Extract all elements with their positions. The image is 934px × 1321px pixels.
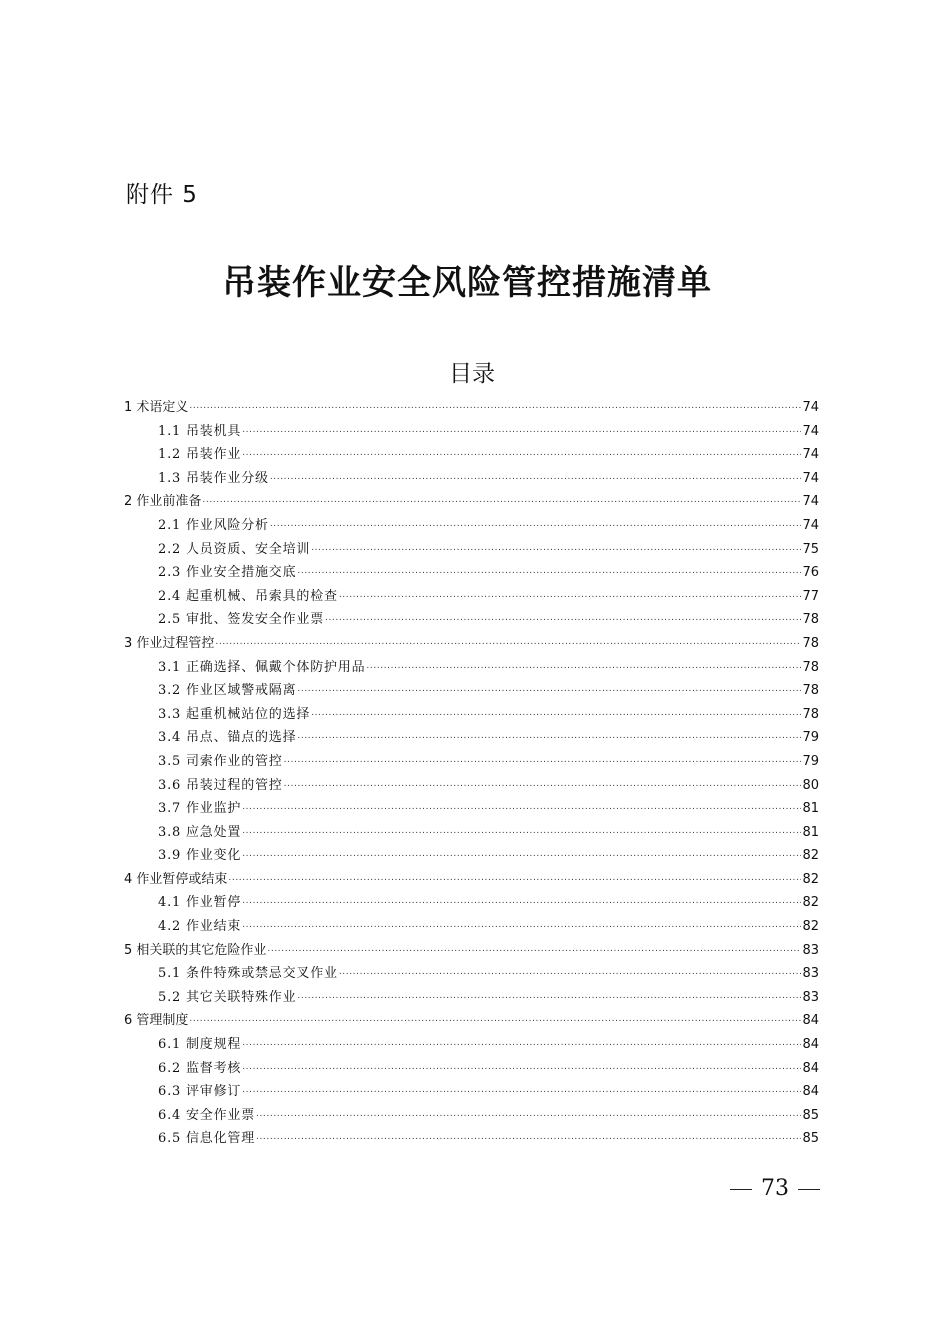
toc-dot-leader <box>311 537 801 561</box>
toc-section-entry[interactable] <box>124 514 819 538</box>
toc-entry-label: 1 术语定义 <box>124 400 189 415</box>
toc-section-entry[interactable] <box>124 608 819 632</box>
table-of-contents <box>124 396 819 1151</box>
toc-dot-leader <box>311 702 801 726</box>
toc-section-entry[interactable] <box>124 750 819 774</box>
toc-section-entry[interactable] <box>124 1104 819 1128</box>
toc-entry-label: 2.5 审批、签发安全作业票 <box>158 612 325 628</box>
toc-dot-leader <box>242 820 801 844</box>
toc-dot-leader <box>242 914 801 938</box>
toc-section-entry[interactable] <box>124 538 819 562</box>
toc-entry-page: 74 <box>802 494 819 510</box>
toc-section-entry[interactable] <box>124 703 819 727</box>
toc-dot-leader <box>339 584 802 608</box>
toc-chapter-entry[interactable] <box>124 632 819 656</box>
toc-entry-page: 84 <box>802 1037 819 1053</box>
toc-dot-leader <box>297 678 801 702</box>
toc-section-entry[interactable] <box>124 962 819 986</box>
toc-entry-label: 6.2 监督考核 <box>158 1060 242 1076</box>
toc-dot-leader <box>189 1008 801 1032</box>
toc-entry-page: 74 <box>802 517 819 533</box>
toc-entry-page: 83 <box>802 989 819 1005</box>
toc-entry-label: 3.2 作业区域警戒隔离 <box>158 683 297 699</box>
toc-entry-label: 5.1 条件特殊或禁忌交叉作业 <box>158 966 338 982</box>
toc-section-entry[interactable] <box>124 585 819 609</box>
toc-entry-page: 82 <box>802 871 819 887</box>
toc-dot-leader <box>297 725 801 749</box>
toc-entry-page: 78 <box>802 612 819 628</box>
toc-dot-leader <box>339 961 802 985</box>
toc-dot-leader <box>297 985 801 1009</box>
toc-entry-label: 5.2 其它关联特殊作业 <box>158 989 297 1005</box>
toc-dot-leader <box>256 1103 801 1127</box>
toc-entry-label: 1.1 吊装机具 <box>158 423 242 439</box>
toc-dot-leader <box>242 419 801 443</box>
toc-dot-leader <box>242 1079 801 1103</box>
toc-dot-leader <box>270 513 802 537</box>
toc-entry-page: 82 <box>802 848 819 864</box>
toc-dot-leader <box>242 890 801 914</box>
toc-entry-page: 85 <box>802 1131 819 1147</box>
toc-entry-page: 84 <box>802 1060 819 1076</box>
toc-entry-page: 79 <box>802 753 819 769</box>
toc-section-entry[interactable] <box>124 443 819 467</box>
toc-section-entry[interactable] <box>124 1127 819 1151</box>
toc-entry-label: 3.5 司索作业的管控 <box>158 753 283 769</box>
toc-entry-page: 77 <box>802 588 819 604</box>
toc-entry-label: 3.3 起重机械站位的选择 <box>158 706 311 722</box>
toc-entry-label: 3.1 正确选择、佩戴个体防护用品 <box>158 659 366 675</box>
toc-dot-leader <box>284 749 802 773</box>
toc-dot-leader <box>189 395 801 419</box>
toc-dot-leader <box>215 631 801 655</box>
toc-entry-page: 78 <box>802 683 819 699</box>
toc-entry-page: 83 <box>802 966 819 982</box>
toc-dot-leader <box>366 655 801 679</box>
toc-chapter-entry[interactable] <box>124 396 819 420</box>
toc-section-entry[interactable] <box>124 726 819 750</box>
toc-entry-label: 3.6 吊装过程的管控 <box>158 777 283 793</box>
toc-entry-label: 1.2 吊装作业 <box>158 447 242 463</box>
toc-heading: 目录 <box>449 361 495 387</box>
toc-entry-page: 74 <box>802 470 819 486</box>
toc-entry-page: 75 <box>802 541 819 557</box>
toc-entry-label: 2.2 人员资质、安全培训 <box>158 541 311 557</box>
toc-entry-page: 78 <box>802 635 819 651</box>
toc-entry-label: 1.3 吊装作业分级 <box>158 470 269 486</box>
toc-entry-label: 3.9 作业变化 <box>158 848 242 864</box>
document-title: 吊装作业安全风险管控措施清单 <box>222 263 712 303</box>
footer-dash-left <box>730 1189 752 1190</box>
toc-section-entry[interactable] <box>124 679 819 703</box>
toc-dot-leader <box>297 560 801 584</box>
toc-dot-leader <box>228 867 801 891</box>
toc-entry-label: 2.1 作业风险分析 <box>158 517 269 533</box>
toc-section-entry[interactable] <box>124 656 819 680</box>
toc-dot-leader <box>284 773 802 797</box>
toc-entry-page: 82 <box>802 919 819 935</box>
toc-entry-page: 81 <box>802 824 819 840</box>
toc-entry-label: 4.2 作业结束 <box>158 919 242 935</box>
toc-dot-leader <box>270 466 802 490</box>
toc-chapter-entry[interactable] <box>124 939 819 963</box>
toc-entry-label: 5 相关联的其它危险作业 <box>124 942 267 958</box>
toc-entry-label: 3 作业过程管控 <box>124 635 215 651</box>
toc-dot-leader <box>267 938 801 962</box>
toc-entry-page: 74 <box>802 400 819 415</box>
toc-entry-label: 6.4 安全作业票 <box>158 1107 256 1123</box>
toc-entry-page: 80 <box>802 777 819 793</box>
toc-entry-label: 6 管理制度 <box>124 1013 189 1029</box>
toc-dot-leader <box>242 843 801 867</box>
toc-dot-leader <box>256 1126 801 1150</box>
toc-entry-label: 3.4 吊点、锚点的选择 <box>158 730 297 746</box>
toc-entry-label: 2.3 作业安全措施交底 <box>158 565 297 581</box>
page-number-footer <box>730 1176 820 1201</box>
toc-entry-label: 2.4 起重机械、吊索具的检查 <box>158 588 338 604</box>
toc-section-entry[interactable] <box>124 1080 819 1104</box>
toc-dot-leader <box>325 607 801 631</box>
toc-entry-label: 4.1 作业暂停 <box>158 895 242 911</box>
toc-section-entry[interactable] <box>124 1057 819 1081</box>
toc-section-entry[interactable] <box>124 774 819 798</box>
toc-section-entry[interactable] <box>124 844 819 868</box>
toc-dot-leader <box>242 442 801 466</box>
toc-dot-leader <box>242 796 801 820</box>
toc-entry-label: 3.7 作业监护 <box>158 801 242 817</box>
toc-section-entry[interactable] <box>124 891 819 915</box>
toc-entry-page: 84 <box>802 1013 819 1029</box>
toc-section-entry[interactable] <box>124 821 819 845</box>
toc-chapter-entry[interactable] <box>124 868 819 892</box>
toc-entry-label: 3.8 应急处置 <box>158 824 242 840</box>
toc-dot-leader <box>242 1032 801 1056</box>
footer-dash-right <box>798 1189 820 1190</box>
toc-chapter-entry[interactable] <box>124 490 819 514</box>
toc-section-entry[interactable] <box>124 915 819 939</box>
toc-entry-page: 85 <box>802 1107 819 1123</box>
toc-dot-leader <box>242 1056 801 1080</box>
toc-entry-page: 84 <box>802 1084 819 1100</box>
toc-entry-label: 2 作业前准备 <box>124 494 202 510</box>
toc-dot-leader <box>202 489 801 513</box>
toc-entry-label: 6.3 评审修订 <box>158 1084 242 1100</box>
toc-section-entry[interactable] <box>124 1033 819 1057</box>
attachment-label: 附件 5 <box>126 182 198 208</box>
toc-entry-label: 6.1 制度规程 <box>158 1037 242 1053</box>
toc-entry-page: 74 <box>802 447 819 463</box>
toc-entry-page: 74 <box>802 423 819 439</box>
toc-entry-page: 82 <box>802 895 819 911</box>
toc-section-entry[interactable] <box>124 797 819 821</box>
toc-section-entry[interactable] <box>124 986 819 1010</box>
toc-entry-page: 78 <box>802 659 819 675</box>
toc-section-entry[interactable] <box>124 420 819 444</box>
toc-section-entry[interactable] <box>124 467 819 491</box>
toc-entry-page: 78 <box>802 706 819 722</box>
page-number: 73 <box>761 1176 789 1201</box>
toc-entry-page: 83 <box>802 942 819 958</box>
toc-section-entry[interactable] <box>124 561 819 585</box>
toc-entry-page: 79 <box>802 730 819 746</box>
toc-entry-label: 4 作业暂停或结束 <box>124 871 228 887</box>
toc-entry-page: 81 <box>802 801 819 817</box>
toc-entry-page: 76 <box>802 565 819 581</box>
toc-entry-label: 6.5 信息化管理 <box>158 1131 256 1147</box>
toc-chapter-entry[interactable] <box>124 1009 819 1033</box>
